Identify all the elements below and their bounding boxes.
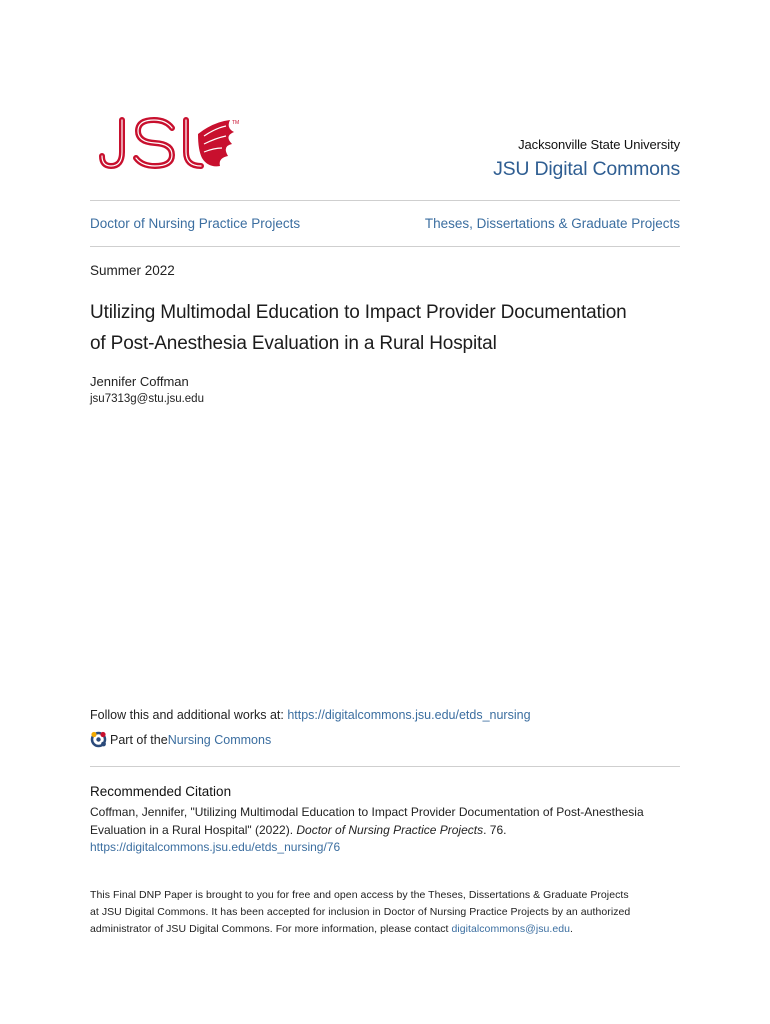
publication-date: Summer 2022	[90, 263, 175, 278]
divider	[90, 200, 680, 201]
contact-email-link[interactable]: digitalcommons@jsu.edu	[451, 923, 571, 935]
repository-title[interactable]: JSU Digital Commons	[493, 158, 680, 180]
citation-line	[90, 822, 690, 840]
divider	[90, 766, 680, 767]
access-statement-line	[90, 921, 690, 938]
document-title-line: Utilizing Multimodal Education to Impact Provider Documentation	[90, 302, 627, 323]
citation-series: Doctor of Nursing Practice Projects	[296, 822, 484, 837]
follow-line	[90, 708, 531, 722]
follow-url-link[interactable]: https://digitalcommons.jsu.edu/etds_nursing	[287, 708, 531, 722]
collection-link[interactable]: Doctor of Nursing Practice Projects	[90, 216, 301, 231]
document-title	[90, 297, 690, 359]
document-title-line: of Post-Anesthesia Evaluation in a Rural Hospital	[90, 333, 497, 354]
university-name: Jacksonville State University	[518, 137, 680, 152]
access-statement	[90, 887, 690, 938]
access-statement-line: This Final DNP Paper is brought to you for free and open access by the Theses, Dissertations & Graduate Projects	[90, 889, 629, 901]
citation-text: Evaluation in a Rural Hospital" (2022).	[90, 822, 297, 837]
citation-url-link[interactable]: https://digitalcommons.jsu.edu/etds_nursing/76	[90, 840, 341, 854]
svg-text:TM: TM	[232, 120, 240, 126]
nursing-commons-link[interactable]: Nursing Commons	[167, 732, 272, 747]
divider	[90, 246, 680, 247]
part-of-prefix: Part of the	[110, 732, 168, 747]
access-statement-prefix: administrator of JSU Digital Commons. For more information, please contact	[90, 923, 452, 935]
citation-heading: Recommended Citation	[90, 784, 232, 799]
citation-body	[90, 804, 690, 857]
citation-suffix: . 76.	[483, 822, 507, 837]
follow-prefix: Follow this and additional works at:	[90, 708, 288, 722]
access-statement-line: at JSU Digital Commons. It has been accepted for inclusion in Doctor of Nursing Practice Projects by an authorized	[90, 906, 631, 918]
author-email: jsu7313g@stu.jsu.edu	[90, 393, 204, 405]
part-of-line	[90, 731, 271, 748]
network-commons-icon	[90, 731, 107, 748]
jsu-logo[interactable]	[98, 114, 242, 174]
author-name: Jennifer Coffman	[90, 374, 189, 389]
citation-line: Coffman, Jennifer, "Utilizing Multimodal Education to Impact Provider Documentation of Post-Anesthesia	[90, 805, 644, 819]
parent-collection-link[interactable]: Theses, Dissertations & Graduate Projects	[424, 216, 680, 231]
access-statement-suffix: .	[570, 923, 574, 935]
